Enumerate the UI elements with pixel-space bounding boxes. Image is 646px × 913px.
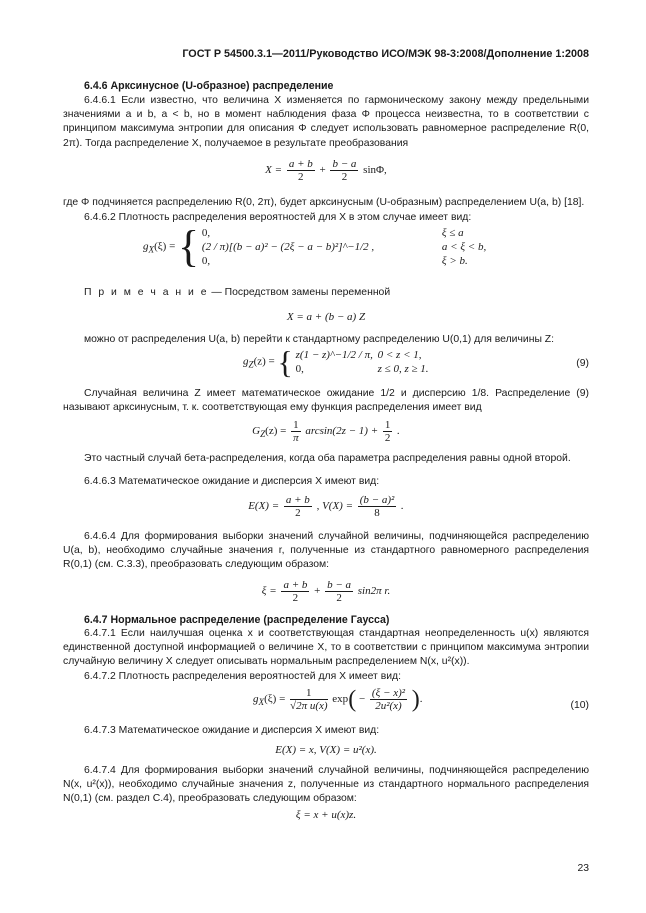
paragraph-6-4-6-1: 6.4.6.1 Если известно, что величина X изменяется по гармоническому закону между предельными значениями a и b, a < b, но в момент наблюдения фаза Φ процесса неизвестна, то в соответствии с принципом максимума энтропии для описания Φ следует использовать равномерное распределение R(0, 2π). Тогда распределение X, получаемое в результате преобразования bbox=[63, 95, 589, 149]
formula-normal-sampling: ξ = x + u(x)z. bbox=[295, 809, 357, 821]
formula-arcsine-sampling: ξ = $\frac{a + b}{2}$ + $\frac{b - a}{2}$ sin2π r. bbox=[261, 579, 391, 604]
paragraph-arcsine-moments: Случайная величина Z имеет математическое ожидание 1/2 и дисперсию 1/8. Распределение (9) называют арксинусным, т. к. соответствующая ему функция распределения имеет вид bbox=[63, 388, 589, 414]
equation-number-10: (10) bbox=[570, 700, 589, 711]
paragraph-standard-u: можно от распределения U(a, b) перейти к стандартному распределению U(0,1) для величины Z: bbox=[84, 334, 555, 345]
formula-normal-density: $g_X(\xi)$ = $\frac{1}{\text{√2π u(x)}}$ exp( − $\frac{\text{(ξ − x)²}}{\text{2u²(x)}}$ ). (10) bbox=[253, 686, 589, 713]
formula-arcsine-cdf: $G_Z(z)$ = $\frac{1}{\pi}$ arcsin(2z − 1) + $\frac{1}{2}$ . bbox=[252, 419, 400, 444]
formula-arcsine-density: $g_X(\xi)$ = { 0, ξ ≤ a (2 / π)[(b − a)² − (2ξ − a − b)²]^−1/2 , a < ξ < b, 0, ξ > b. bbox=[143, 222, 487, 271]
equation-number-9: (9) bbox=[576, 358, 589, 369]
note-label: П р и м е ч а н и е bbox=[84, 287, 209, 298]
formula-arcsine-mean-variance: E(X) = $\frac{a + b}{2}$ , V(X) = $\frac{\text{(b − a)²}}{8}$ . bbox=[248, 494, 404, 519]
paragraph-6-4-7-1: 6.4.7.1 Если наилучшая оценка x и соответствующая стандартная неопределенность u(x) являются единственной доступной информацией о величине X, то в соответствии с принципом максимума энтропии случайную величину X следует описывать нормальным распределением N(x, u²(x)). bbox=[63, 628, 589, 668]
paragraph-6-4-7-3: 6.4.7.3 Математическое ожидание и дисперсия X имеют вид: bbox=[84, 725, 380, 736]
paragraph-6-4-6-3: 6.4.6.3 Математическое ожидание и дисперсия X имеют вид: bbox=[84, 476, 380, 487]
section-heading-6-4-7: 6.4.7 Нормальное распределение (распределение Гаусса) bbox=[84, 614, 390, 626]
paragraph-6-4-6-2: 6.4.6.2 Плотность распределения вероятностей для X в этом случае имеет вид: bbox=[84, 212, 472, 223]
paragraph-phi-note: где Φ подчиняется распределению R(0, 2π), будет арксинусным (U-образным) распределением U(a, b) [18]. bbox=[63, 197, 585, 208]
section-heading-6-4-6: 6.4.6 Арксинусное (U-образное) распределение bbox=[84, 80, 334, 92]
paragraph-6-4-7-2: 6.4.7.2 Плотность распределения вероятностей для X имеет вид: bbox=[84, 671, 401, 682]
note bbox=[63, 286, 589, 300]
running-header: ГОСТ Р 54500.3.1—2011/Руководство ИСО/МЭК 98-3:2008/Дополнение 1:2008 bbox=[182, 48, 589, 60]
formula-normal-mean-variance: E(X) = x, V(X) = u²(x). bbox=[275, 744, 377, 756]
paragraph-6-4-7-4: 6.4.7.4 Для формирования выборки значений случайной величины, подчиняющейся распределению N(x, u²(x)), необходимо случайные значения z, полученные из стандартного нормального распределения N(0,1) (см. раздел С.4), преобразовать следующим образом: bbox=[63, 765, 589, 805]
note-text: — Посредством замены переменной bbox=[211, 287, 391, 298]
document-page bbox=[63, 0, 589, 913]
formula-substitution: X = a + (b − a) Z bbox=[286, 311, 366, 323]
formula-x-transform: X = $\frac{a + b}{2}$ + $\frac{b - a}{2}$ sinΦ, bbox=[265, 158, 387, 183]
formula-standard-density: $g_Z(z)$ = { z(1 − z)^−1/2 / π, 0 < z < 1, 0, z ≤ 0, z ≥ 1. (9) bbox=[243, 344, 589, 380]
page-number: 23 bbox=[577, 863, 589, 874]
paragraph-beta-special-case: Это частный случай бета-распределения, когда оба параметра распределения равны одной второй. bbox=[84, 453, 571, 464]
paragraph-6-4-6-4: 6.4.6.4 Для формирования выборки значений случайной величины, подчиняющейся распределению U(a, b), необходимо случайные значения r, полученные из стандартного равномерного распределения R(0,1) (см. С.3.3), преобразовать следующим образом: bbox=[63, 531, 589, 571]
